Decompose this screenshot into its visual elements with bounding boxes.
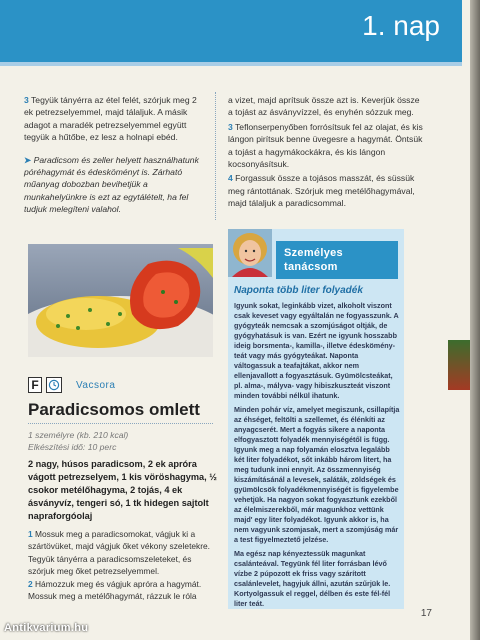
tip-paragraph: [24, 154, 204, 216]
book-spine: [470, 0, 480, 640]
advice-title: Naponta több liter folyadék: [234, 285, 363, 296]
omelette-photo: [28, 244, 213, 357]
arrow-icon: ➤: [24, 154, 32, 165]
advice-body: [234, 301, 400, 613]
top-right-column: [228, 94, 424, 212]
next-page-photo-edge: [448, 340, 470, 390]
page-number: 17: [420, 608, 432, 619]
watermark: Antikvarium.hu: [4, 622, 89, 634]
advice-paragraph: Minden pohár víz, amelyet megiszunk, csillapítja az éhséget, feltölti a szellemet, és élénkíti az anyagcserét. Mert a fogyás sikere a naponta elfogyasztott folyadék mennyiségétől is függ. Igyunk meg a nap folyamán elosztva legalább két liter folyadékot, sőt inkább három litert, ha meg tudunk inni ennyit. Az összmennyiség kiszámításánál a levesek, saláták, zöldségek és gyümölcsök folyadékmennyiségét is figyelembe vehetjük. Ha nagyon sokat fogyasztunk ezekből az élelmiszerekből, már magunkhoz vettünk majd' egy liter folyadékot. Igyunk akkor is, ha nem vagyunk szomjasak, mert a szomjúság már a test figyelmeztető jelzése.: [234, 405, 400, 544]
step-number: 3: [24, 95, 29, 105]
recipe-meta: [28, 429, 128, 453]
header-rule: [0, 62, 462, 66]
list-item: 2 Hámozzuk meg és vágjuk apróra a hagymát. Mossuk meg a metélőhagymát, rázzuk le róla: [28, 578, 202, 602]
step-paragraph: 3 Teflonserpenyőben forrósítsuk fel az olajat, és kis lángon pirítsuk benne üvegesre a hagymát. Öntsük a tojást a hagymákockákra, és kis lángon kocsonyásítsuk.: [228, 121, 423, 170]
advice-label: Személyes tanácsom: [276, 241, 398, 279]
continued-text: a vizet, majd aprítsuk össze azt is. Keverjük össze a tojást az ásványvízzel, és enyhén sózzuk meg.: [228, 95, 420, 118]
list-item: 1 Mossuk meg a paradicsomokat, vágjuk ki a szártövüket, majd vágjuk őket vékony szeletekre. Tegyük tányérra a paradicsomszeleteket, és szórjuk meg őket petrezselyemmel.: [28, 529, 211, 577]
recipe-category: Vacsora: [76, 379, 116, 391]
prep-time-text: Elkészítési idő: 10 perc: [28, 442, 117, 452]
clock-icon: [46, 377, 62, 393]
ingredients-list: 2 nagy, húsos paradicsom, 2 ek apróra vágott petrezselyem, 1 kis vöröshagyma, ½ csokor metélőhagyma, 2 tojás, 4 ek ásványvíz, tengeri só, 1 tk hidegen sajtolt napraforgóolaj: [28, 459, 217, 521]
author-portrait: [228, 229, 272, 277]
recipe-title: Paradicsomos omlett: [28, 400, 200, 419]
column-divider: [215, 92, 216, 220]
top-left-column: [24, 94, 204, 226]
step-text: Tegyük tányérra az étel felét, szórjuk meg 2 ek petrezselyemmel, majd tálaljuk. A másik adagot a maradék petrezselyemmel együtt tegyük a hűtőbe, ez lesz a holnapi ebéd.: [24, 95, 197, 143]
badge-icon: F: [28, 377, 42, 393]
recipe-steps: [28, 528, 210, 602]
title-divider: [28, 423, 213, 424]
advice-box: [228, 229, 404, 609]
chapter-header: [0, 0, 462, 62]
chapter-title: 1. nap: [362, 10, 440, 41]
servings-text: 1 személyre (kb. 210 kcal): [28, 430, 129, 440]
advice-paragraph: Igyunk sokat, leginkább vizet, alkoholt viszont csak keveset vagy egyáltalán ne fogyasszunk. A gyógyteák nemcsak a szomjúságot oltják, de gyógyhatásuk is van. Ezért ne igyunk hosszabb ideig borsmenta-, kamilla-, illetve édeskömény-teát vagy más gyógyteákat. Naponta váltogassuk a teafajtákat, akkor nem ellenjavallott a fogyasztásuk. Gyümölcsteákat, pl. alma-, mályva- vagy hibiszkuszteát viszont minden további nélkül ihatunk.: [234, 301, 399, 400]
advice-paragraph: Ma egész nap kényeztessük magunkat csalánteával. Tegyünk fél liter forrásban lévő vízbe 2 púpozott ek friss vagy szárított csalánlevelet, hagyjuk állni, azután szűrjük le. Kortyolgassuk el reggel, délben és este fél-fél liter teát.: [234, 549, 391, 608]
tip-text: Paradicsom és zeller helyett használhatunk póréhagymát és édesköményt is. Zárható műanyag dobozban bevihetjük a munkahelyünkre is ezt az egytálételt, ha fel tudjuk melegíteni valahol.: [24, 154, 199, 215]
step-paragraph: 4 Forgassuk össze a tojásos masszát, és süssük meg rántottának. Szórjuk meg metélőhagymával, majd tálaljuk a paradicsommal.: [228, 173, 415, 209]
recipe-icons: [28, 377, 115, 393]
